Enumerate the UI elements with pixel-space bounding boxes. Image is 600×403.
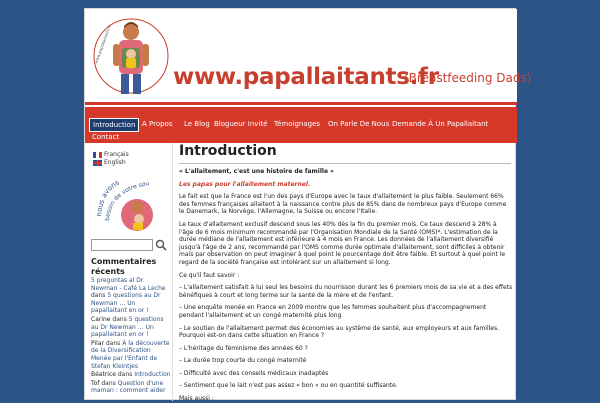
paragraph: Le fait est que la France est l'un des pays d'Europe avec le taux d'allaitement le plus faible. Seulement 66% des femmes françaises allaitent à la naissance contre plus de 85% dans de nombreux pays d'Europe comme le Danemark, la Norvège, l'Allemagne, la Suisse ou encore l'Italie.	[179, 193, 507, 216]
nav-item-introduction[interactable]: Introduction	[89, 118, 139, 132]
paragraph: – Une enquête menée en France en 2009 montre que les femmes souhaitent plus d'accompagnement pendant l'allaitement et un congé maternité plus long	[179, 304, 487, 319]
badge-text-1: nous avons	[95, 178, 121, 217]
comment-post-link[interactable]: À la découverte de la Diversification Menée par l'Enfant de Stefan Kleintjes	[91, 339, 170, 370]
comment-author: Carine	[91, 315, 111, 323]
comment-post-link[interactable]: Introduction	[134, 371, 171, 379]
comment-author: Béatrice	[91, 371, 116, 379]
paragraph: – L'allaitement satisfait à lui seul les besoins du nourrisson durant les 6 premiers mois de sa vie et a des effets bénéfiques à court et long terme sur la santé de la mère et de l'enfant.	[179, 284, 513, 299]
nav-item-a-propos[interactable]: A Propos	[142, 120, 173, 128]
nav-item-le-blog[interactable]: Le Blog	[184, 120, 210, 128]
comment-author: Tof	[91, 379, 100, 387]
nav-item-blogueur-invite[interactable]: Blogueur Invité	[214, 120, 268, 128]
comment-author: Pilar	[91, 339, 104, 347]
paragraph: – L'héritage du féminisme des années 60 ?	[179, 344, 308, 352]
page-container	[84, 8, 532, 403]
paragraph: – Difficulté avec des conseils médicaux inadaptés	[179, 369, 329, 377]
comment-connector: dans	[99, 379, 118, 387]
nav-item-on-parle-de-nous[interactable]: On Parle De Nous	[328, 120, 390, 128]
recent-comments-list	[91, 277, 171, 396]
list-item	[91, 380, 171, 395]
language-en[interactable]	[93, 159, 126, 166]
comment-post-link[interactable]: 5 questions au Dr Newman … Un papallaitant en or !	[91, 292, 161, 315]
list-item	[91, 316, 171, 339]
nav-item-temoignages[interactable]: Témoignages	[274, 120, 321, 128]
flag-uk-icon	[93, 160, 102, 166]
site-url[interactable]: www.papallaitants.fr	[173, 64, 439, 90]
comment-post-link[interactable]: 5 questions au Dr Newman … Un papallaitant en or !	[91, 315, 164, 339]
comment-connector: dans	[91, 292, 108, 300]
site-logo[interactable]	[91, 12, 171, 102]
page-title: Introduction	[179, 143, 277, 159]
recent-comments-heading: Commentaires récents	[91, 257, 157, 276]
paragraph: « L'allaitement, c'est une histoire de famille »	[179, 168, 334, 175]
list-item	[91, 340, 171, 370]
paragraph: – Sentiment que le lait n'est pas assez « bon » ou en quantité suffisante.	[179, 382, 398, 390]
list-item	[91, 277, 171, 315]
language-fr[interactable]	[93, 151, 129, 158]
comment-connector: dans	[115, 371, 135, 379]
paragraph: – Le soutien de l'allaitement permet des économies au système de santé, aux employeurs et aux familles. Pourquoi est-on dans cette situation en France ?	[179, 324, 500, 340]
main-content	[179, 143, 513, 401]
comment-author-link[interactable]: 5 preguntas al Dr. Newman - Café La Leche	[91, 277, 166, 292]
language-fr-label: Français	[104, 151, 129, 158]
site-subtitle: (Breastfeeding Dads)	[404, 71, 532, 85]
language-en-label: English	[104, 159, 126, 166]
nav-item-contact[interactable]: Contact	[92, 133, 120, 141]
main-nav	[85, 107, 517, 143]
comment-connector: dans	[103, 339, 123, 347]
badge-text-2: besoin de votre sou	[103, 179, 150, 222]
paragraph: Mais aussi :	[179, 395, 214, 403]
support-badge[interactable]	[93, 173, 165, 235]
paragraph: Ce qu'il faut savoir :	[179, 271, 240, 279]
logo-ring-text: www.papallaitants.fr	[93, 24, 112, 65]
comment-connector: dans	[110, 315, 129, 323]
search-input[interactable]	[91, 239, 153, 251]
site-header	[85, 9, 532, 105]
paragraph: Les papas pour l'allaitement maternel.	[179, 180, 311, 188]
title-divider	[179, 163, 511, 164]
flag-fr-icon	[93, 152, 102, 158]
list-item	[91, 371, 171, 379]
comment-post-link[interactable]: Question d'une maman : comment aider	[91, 379, 166, 395]
paragraph: – La durée trop courte du congé maternité	[179, 357, 307, 365]
sidebar	[85, 143, 173, 401]
search-icon[interactable]	[155, 239, 167, 251]
nav-item-demande[interactable]: Demande À Un Papallaitant	[392, 120, 489, 128]
paragraph: Le taux d'allaitement exclusif descend sous les 40% dès la fin du premier mois. Ce taux descend à 28% à l'âge de 6 mois minimum recommandé par l'Organisation Mondiale de la Santé (OMS)*. L'estimation de la durée médiane de l'allaitement est inférieure à 4 mois en France. Les données de l'allaitement diversifié jusqu'à l'âge de 2 ans, recommandé par l'OMS comme durée optimale d'allaitement, sont difficiles à obtenir mais par observation on peut imaginer à quel point le pourcentage doit être faible. Et surtout à quel point le regard de la société française est intolérant sur un allaitement si long.	[179, 220, 506, 266]
